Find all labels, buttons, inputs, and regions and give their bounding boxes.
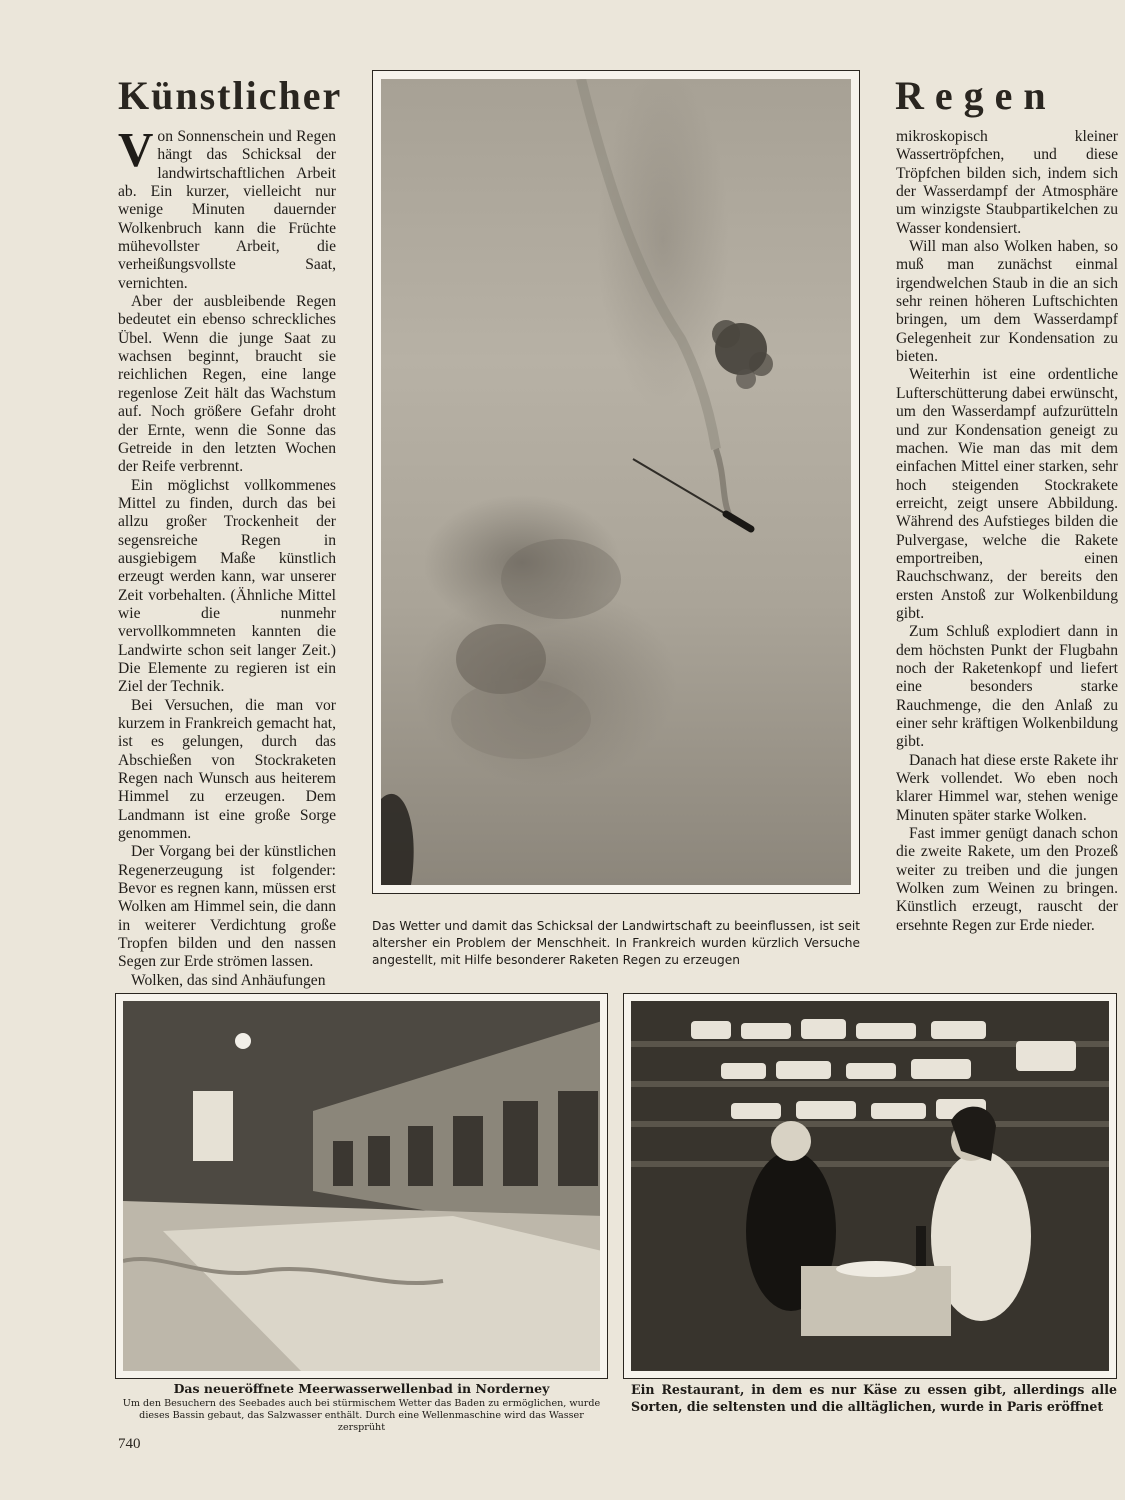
wine-bottle	[916, 1226, 926, 1266]
headline-right: Regen	[895, 73, 1057, 118]
rocket-body	[726, 514, 751, 529]
paragraph: Fast immer genügt danach schon die zweite Rakete, um den Prozeß weiter zu treiben und die jungen Wolken zum Weinen zu bringen. Künstlich erzeugt, rauscht der ersehnte Regen zur Erde nieder.	[896, 825, 1118, 934]
paragraph: Von Sonnenschein und Regen hängt das Schicksal der landwirtschaftlichen Arbeit ab. Ein kurzer, vielleicht nur wenige Minuten dauernder Wolkenbruch kann die Früchte mühevollster Arbeit, die verheißungsvollste Saat, vernichten.	[118, 122, 336, 292]
cheese-restaurant-photo	[631, 1001, 1109, 1371]
rocket-photo-caption: Das Wetter und damit das Schicksal der Landwirtschaft zu beeinflussen, ist seit altersher ein Problem der Menschheit. In Frankreich wurden kürzlich Versuche angestellt, mit Hilfe besonderer Raketen Regen zu erzeugen	[372, 919, 860, 967]
paragraph: Zum Schluß explodiert dann in dem höchsten Punkt der Flugbahn noch der Raketenkopf und liefert eine besonders starke Rauchmenge, die den Anlaß zu einer sehr kräftigen Wolkenbildung gibt.	[896, 623, 1118, 751]
drop-cap: V	[118, 122, 154, 177]
wave-pool-caption-text: Um den Besuchern des Seebades auch bei stürmischem Wetter das Baden zu ermöglichen, wurde dieses Bassin gebaut, das Salzwasser enthält. Durch eine Wellenmaschine wird das Wasser zersprüht	[122, 1398, 601, 1433]
wave-pool-photo	[123, 1001, 600, 1371]
page-number: 740	[118, 1436, 141, 1452]
wave-pool-caption-title: Das neueröffnete Meerwasserwellenbad in Norderney	[173, 1381, 550, 1396]
cheese-restaurant-illustration	[631, 1001, 1109, 1371]
ceiling-lamp	[235, 1033, 251, 1049]
paragraph: Aber der ausbleibende Regen bedeutet ein ebenso schreckliches Übel. Wenn die junge Saat zu wachsen beginnt, braucht sie reichlichen Regen, eine lange regenlose Zeit hält das Wachstum auf. Noch größere Gefahr droht der Ernte, wenn die Sonne das Getreide in den letzten Wochen der Reife verbrennt.	[118, 293, 336, 476]
article-column-left	[118, 122, 336, 990]
wave-pool-illustration	[123, 1001, 600, 1371]
wave-pool-photo-frame	[115, 993, 608, 1379]
paragraph: Weiterhin ist eine ordentliche Lufterschütterung dabei erwünscht, um den Wasserdampf aufzurütteln und zur Kondensation geneigt zu machen. Wie man das mit dem einfachen Mittel einer starken, sehr hoch steigenden Stockrakete erreicht, zeigt unsere Abbildung. Während des Aufstieges bilden die Pulvergase, welche die Rakete emportreiben, einen Rauchschwanz, der bereits den ersten Anstoß zur Wolkenbildung gibt.	[896, 366, 1118, 622]
paragraph: Will man also Wolken haben, so muß man zunächst einmal irgendwelchen Staub in die an sich sehr reinen höheren Luftschichten bringen, um dem Wasserdampf Gelegenheit zur Kondensation zu bieten.	[896, 238, 1118, 366]
paragraph: Ein möglichst vollkommenes Mittel zu finden, durch das bei allzu großer Trockenheit der segensreiche Regen in ausgiebigem Maße künstlich erzeugt werden kann, war unserer Zeit vorbehalten. (Ähnliche Mittel wie die nunmehr vervollkommneten kannten die Landwirte schon seit langer Zeit.) Die Elemente zu regieren ist ein Ziel der Technik.	[118, 476, 336, 696]
tree-silhouette	[381, 794, 414, 885]
headline-left: Künstlicher	[118, 73, 343, 118]
rocket-illustration	[381, 79, 851, 885]
article-column-right	[896, 128, 1118, 935]
cheese-restaurant-photo-frame	[623, 993, 1117, 1379]
paragraph: Wolken, das sind Anhäufungen	[131, 971, 326, 989]
hall-window	[193, 1091, 233, 1161]
paragraph: Danach hat diese erste Rakete ihr Werk vollendet. Wo eben noch klarer Himmel war, stehen wenige Minuten später starke Wolken.	[896, 751, 1118, 824]
rocket-photo-frame	[372, 70, 860, 894]
cheese-restaurant-caption: Ein Restaurant, in dem es nur Käse zu essen gibt, allerdings alle Sorten, die seltensten und die alltäglichen, wurde in Paris eröffnet	[631, 1382, 1117, 1414]
paragraph: Der Vorgang bei der künstlichen Regenerzeugung ist folgender: Bevor es regnen kann, müssen erst Wolken am Himmel sein, die dann in weiterer Verdichtung große Tropfen bilden und den nassen Segen zur Erde strömen lassen.	[118, 843, 336, 971]
paragraph: mikroskopisch kleiner Wassertröpfchen, und diese Tröpfchen bilden sich, indem sich der Wasserdampf der Atmosphäre um winzigste Staubpartikelchen zu Wasser kondensiert.	[896, 128, 1118, 237]
rocket-photo	[381, 79, 851, 885]
rocket-stick	[633, 459, 731, 517]
paragraph: Bei Versuchen, die man vor kurzem in Frankreich gemacht hat, ist es gelungen, durch das Abschießen von Stockraketen Regen nach Wunsch aus heiterem Himmel zu erzeugen. Dem Landmann ist eine große Sorge genommen.	[118, 696, 336, 843]
